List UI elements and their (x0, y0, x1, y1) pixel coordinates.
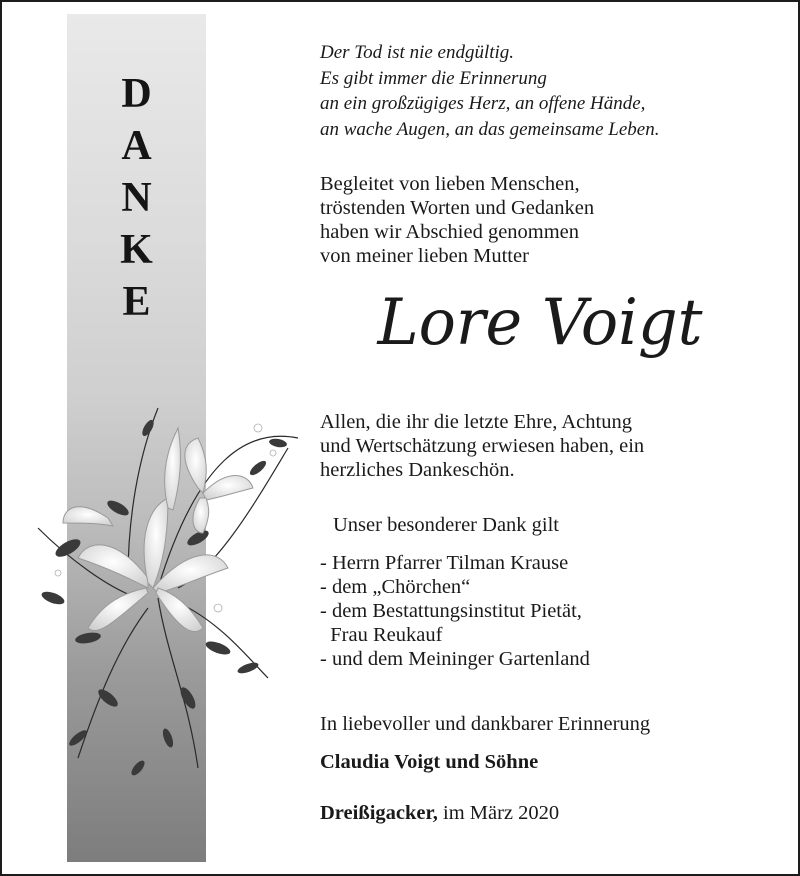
closing-line: In liebevoller und dankbarer Erinnerung (320, 713, 651, 735)
special-heading: Unser besonderer Dank gilt (333, 514, 560, 536)
intro-line: tröstenden Worten und Gedanken (320, 197, 595, 219)
intro-line: haben wir Abschied genommen (320, 221, 580, 243)
danke-letter: A (121, 123, 152, 169)
deceased-name (370, 278, 710, 388)
thanks-line: herzliches Dankeschön. (320, 459, 515, 481)
place: Dreißigacker, (320, 802, 438, 824)
intro-line: Begleitet von lieben Menschen, (320, 173, 580, 195)
special-list-item: - Herrn Pfarrer Tilman Krause (320, 552, 569, 574)
danke-letter: D (121, 71, 152, 117)
special-list-item: - dem Bestattungsinstitut Pietät, (320, 600, 582, 622)
quote-line: Der Tod ist nie endgültig. (320, 42, 515, 63)
date: im März 2020 (437, 802, 560, 824)
thanks-line: und Wertschätzung erwiesen haben, ein (320, 435, 645, 457)
quote-line: an wache Augen, an das gemeinsame Leben. (320, 118, 660, 140)
intro-line: von meiner lieben Mutter (320, 245, 529, 267)
danke-vertical-title (67, 68, 206, 328)
special-list-item: - dem „Chörchen“ (320, 576, 471, 598)
danke-letter: E (122, 279, 151, 325)
special-list-item: Frau Reukauf (320, 624, 443, 646)
deceased-name-text: Lore Voigt (376, 286, 703, 360)
signers: Claudia Voigt und Söhne (320, 751, 539, 773)
thanks-line: Allen, die ihr die letzte Ehre, Achtung (320, 411, 632, 433)
special-list-item: - und dem Meininger Gartenland (320, 648, 590, 670)
quote-line: Es gibt immer die Erinnerung (320, 67, 547, 89)
place-date (320, 801, 559, 825)
lily-bouquet-icon (18, 398, 308, 798)
danke-letter: N (121, 175, 152, 221)
danke-letter: K (120, 227, 153, 273)
quote-line: an ein großzügiges Herz, an offene Hände, (320, 93, 646, 114)
